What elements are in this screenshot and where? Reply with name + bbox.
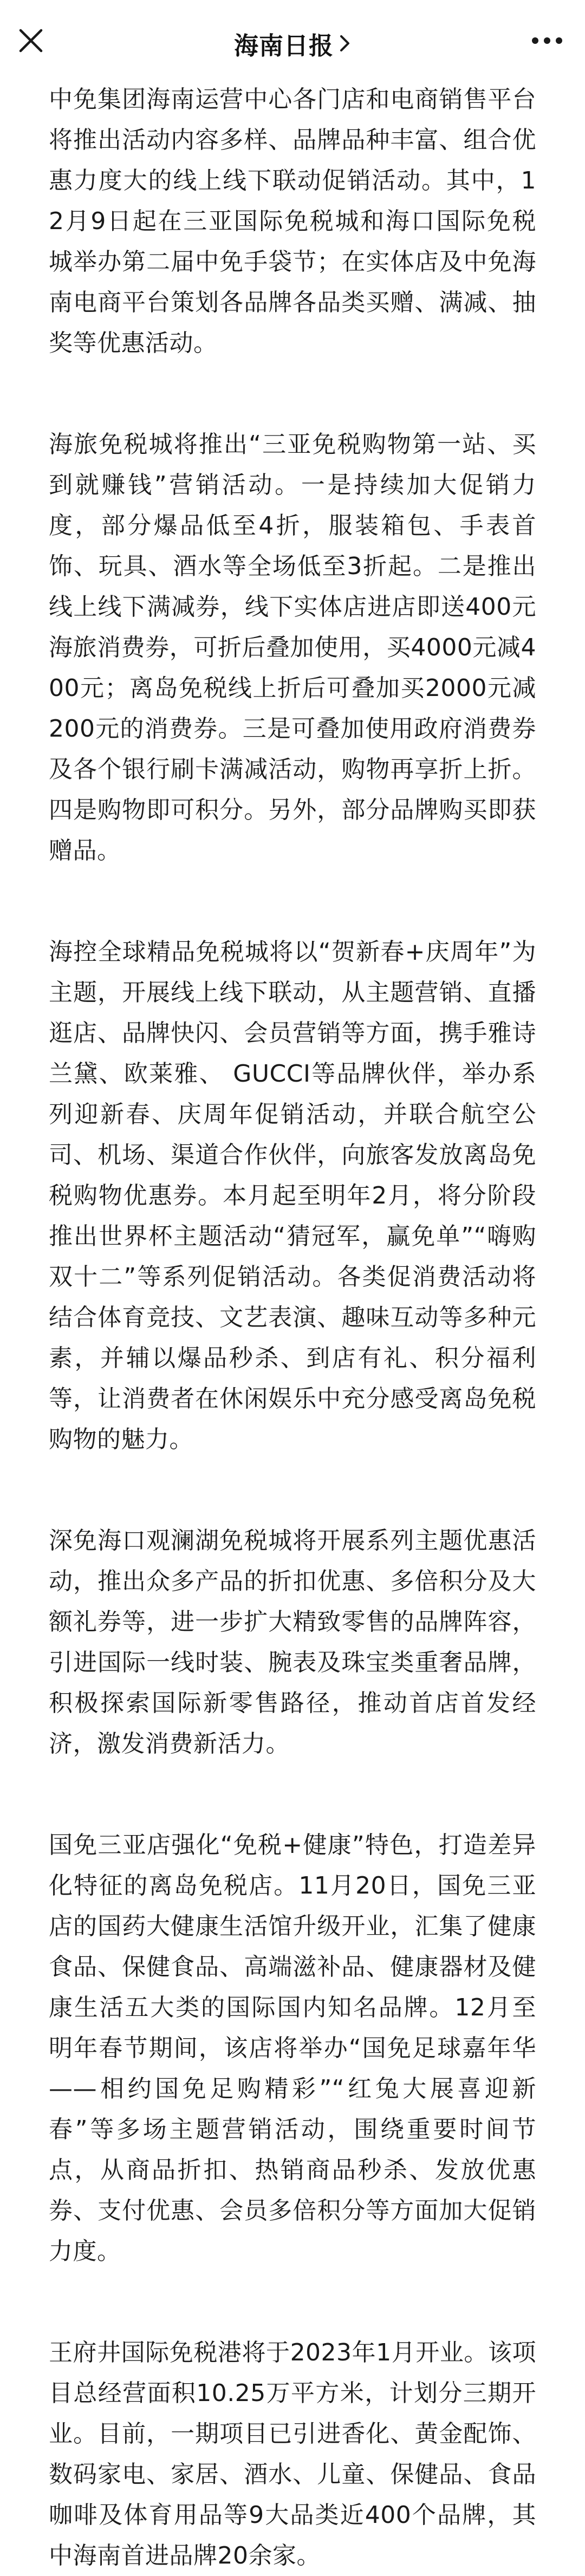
- close-icon: [18, 28, 43, 53]
- article-paragraph-haitou: 海旅免税城将推出“三亚免税购物第一站、买到就赚钱”营销活动。一是持续加大促销力度，部分爆品低至4折，服装箱包、手表首饰、玩具、酒水等全场低至3折起。二是推出线上线下满减券，线下实体店进店即送400元海旅消费券，可折后叠加使用，买4000元减400元；离岛免税线上折后可叠加买2000元减200元的消费券。三是可叠加使用政府消费券及各个银行刷卡满减活动，购物再享折上折。四是购物即可积分。另外，部分品牌购买即获赠品。: [49, 431, 536, 864]
- article-paragraph-guomian: 国免三亚店强化“免税+健康”特色，打造差异化特征的离岛免税店。11月20日，国免三亚店的国药大健康生活馆升级开业，汇集了健康食品、保健食品、高端滋补品、健康器材及健康生活五大类的国际国内知名品牌。12月至明年春节期间，该店将举办“国免足球嘉年华——相约国免足购精彩”“红兔大展喜迎新春”等多场主题营销活动，围绕重要时间节点，从商品折扣、热销商品秒杀、发放优惠券、支付优惠、会员多倍积分等方面加大促销力度。: [49, 1831, 536, 2265]
- article-paragraph-haikong: 海控全球精品免税城将以“贺新春+庆周年”为主题，开展线上线下联动，从主题营销、直播逛店、品牌快闪、会员营销等方面，携手雅诗兰黛、欧莱雅、 GUCCI等品牌伙伴，举办系列迎新春、庆周年促销活动，并联合航空公司、机场、渠道合作伙伴，向旅客发放离岛免税购物优惠券。本月起至明年2月，将分阶段推出世界杯主题活动“猜冠军，赢免单”“嗨购双十二”等系列促销活动。各类促消费活动将结合体育竞技、文艺表演、趣味互动等多种元素，并辅以爆品秒杀、到店有礼、积分福利等，让消费者在休闲娱乐中充分感受离岛免税购物的魅力。: [49, 938, 536, 1453]
- more-dots-icon: [531, 36, 563, 45]
- article-paragraph-cdfg: 中免集团海南运营中心各门店和电商销售平台将推出活动内容多样、品牌品种丰富、组合优惠力度大的线上线下联动促销活动。其中，12月9日起在三亚国际免税城和海口国际免税城举办第二届中免手袋节；在实体店及中免海南电商平台策划各品牌各品类买赠、满减、抽奖等优惠活动。: [49, 86, 536, 357]
- more-options-button[interactable]: [525, 22, 569, 60]
- chevron-right-icon: [339, 34, 351, 53]
- article-paragraph-shenmian: 深免海口观澜湖免税城将开展系列主题优惠活动，推出众多产品的折扣优惠、多倍积分及大额礼券等，进一步扩大精致零售的品牌阵容，引进国际一线时装、腕表及珠宝类重奢品牌，积极探索国际新零售路径，推动首店首发经济，激发消费新活力。: [49, 1527, 536, 1758]
- account-title-link[interactable]: [234, 26, 351, 61]
- article-body: [49, 79, 536, 2576]
- account-title: 海南日报: [233, 31, 334, 60]
- close-button[interactable]: [12, 22, 50, 60]
- top-navigation-bar: [0, 0, 585, 87]
- article-paragraph-wangfujing: 王府井国际免税港将于2023年1月开业。该项目总经营面积10.25万平方米，计划分三期开业。目前，一期项目已引进香化、黄金配饰、数码家电、家居、酒水、儿童、保健品、食品咖啡及体育用品等9大品类近400个品牌，其中海南首进品牌20余家。: [49, 2339, 536, 2570]
